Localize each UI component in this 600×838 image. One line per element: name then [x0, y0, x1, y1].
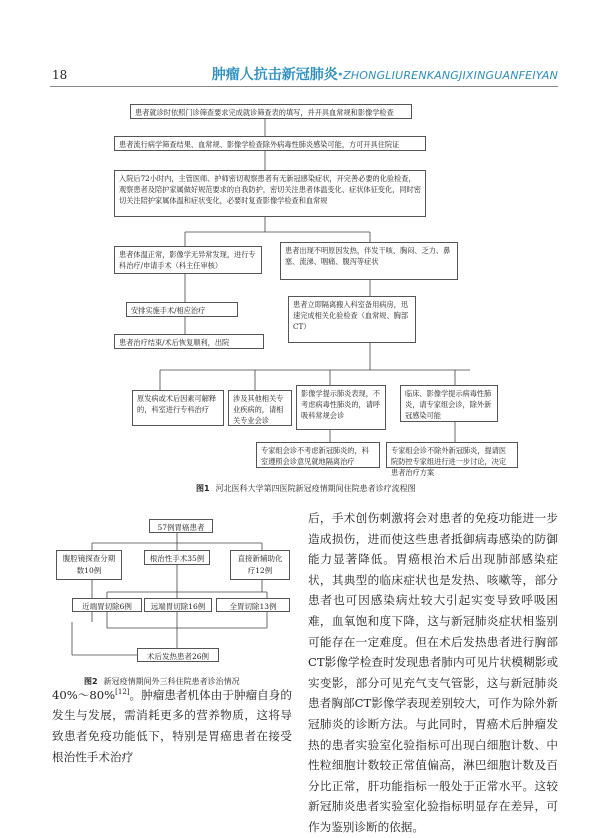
flow-box-hospital-experts: 专家组会诊不除外新冠肺炎，提请医院防控专家组进行进一步讨论，决定患者治疗方案 — [386, 442, 518, 468]
flow-box-admission-clearance: 患者流行病学筛查结果、血常规、影像学检查除外病毒性肺炎感染可能，方可开具住院证 — [114, 136, 426, 151]
left-col-percent: 40%～80% — [52, 687, 116, 702]
page-number: 18 — [52, 68, 68, 82]
body-text-right-column: 后，手术创伤刺激将会对患者的免疫功能进一步造成损伤，进而使这些患者抵御病毒感染的防御能力显著降低。胃癌根治术后出现肺部感染症状，其典型的临床症状也是发热、咳嗽等，部分患者也可因感染病灶较大引起实变导致呼吸困难，血氧饱和度下降，这与新冠肺炎症状相鉴别可能存在一定难度。但在术后发热患者进行胸部CT影像学检查时发现患者肺内可见片状模糊影或实变影，部分可见充气支气管影，这与新冠肺炎患者胸部CT影像学表现差别较大，可作为除外新冠肺炎的诊断方法。与此同时，胃癌术后肿瘤发热的患者实验室化验指标可出现白细胞计数、中性粒细胞计数较正常值偏高，淋巴细胞计数及百分比正常，肝功能指标一般处于正常水平。这较新冠肺炎患者实验室化验指标明显存在差异，可作为鉴别诊断的依据。 — [308, 511, 558, 834]
fig2-box-proximal: 近端胃切除6例 — [72, 598, 142, 612]
journal-latin: ZHONGLIURENKANGJIXINGUANFEIYAN — [343, 69, 558, 82]
fig2-box-neoadjuvant: 直接新辅助化疗12例 — [230, 550, 290, 580]
flow-box-observation-72h: 入院后72小时内，主管医师、护师密切观察患者有无新冠感染症状，开完善必要的化验检查，观察患者及陪护家属做好规范要求的自我防护，密切关注患者体温变化、症状体征变化，同时密切关注陪护家属体温和症状变化，必要时复查影像学检查和血常规 — [114, 170, 426, 217]
figure2-caption-label: 图2 — [84, 677, 98, 686]
figure2-connectors — [52, 510, 292, 670]
flow-box-respiratory-consult: 影像学提示肺炎表现，不考虑病毒性肺炎的，请呼吸科常规会诊 — [296, 385, 386, 430]
flow-box-expert-consult: 临床、影像学提示病毒性肺炎，请专家组会诊，除外新冠感染可能 — [400, 385, 498, 422]
flow-box-other-consult: 涉及其他相关专业疾病的，请相关专业会诊 — [228, 390, 292, 426]
figure1-flowchart — [110, 100, 530, 478]
flow-box-normal-temperature: 患者体温正常，影像学无异常发现，进行专科治疗/申请手术（科主任审核） — [114, 246, 262, 274]
fig2-box-postop-fever: 术后发热患者26例 — [137, 648, 219, 662]
fig2-box-radical-surgery: 根治性手术35例 — [144, 550, 210, 565]
running-head — [212, 64, 558, 84]
flow-box-specialty-treatment: 原发病或术后因素可解释的，科室进行专科治疗 — [132, 390, 224, 426]
fig2-box-distal: 远端胃切除16例 — [144, 598, 212, 612]
left-col-text: 。肿瘤患者机体由于肿瘤自身的发生与发展，需消耗更多的营养物质，这将导致患者免疫功能低下，特别是胃癌患者在接受根治性手术治疗 — [52, 687, 292, 764]
header-rule — [50, 86, 558, 87]
flow-box-surgery: 安排实施手术/相应治疗 — [126, 302, 238, 317]
body-text-left-column — [52, 682, 292, 767]
flow-box-local-isolation: 专家组会诊不考虑新冠肺炎的，科室遵照会诊意见就地隔离治疗 — [256, 442, 380, 468]
fig2-box-total-gastrectomy: 全胃切除13例 — [216, 598, 290, 612]
journal-title: 肿瘤人抗击新冠肺炎· — [211, 67, 344, 83]
citation-ref: [12] — [115, 688, 130, 696]
figure1-caption-label: 图1 — [196, 484, 210, 493]
fig2-box-laparoscopy: 腹腔镜探查分期数10例 — [56, 550, 122, 580]
flow-box-discharge: 患者治疗结束/术后恢复顺利，出院 — [114, 334, 264, 349]
flow-box-fever-symptoms: 患者出现不明原因发热，伴发干咳、胸闷、乏力、鼻塞、流涕、咽痛、腹泻等症状 — [280, 242, 458, 280]
figure1-caption-text: 河北医科大学第四医院新冠疫情期间住院患者诊疗流程图 — [215, 484, 416, 493]
flow-box-isolation: 患者立即隔离搬入科室备用病房，迅速完成相关化验检查（血常规、胸部CT） — [288, 296, 416, 343]
figure1-caption — [196, 483, 416, 494]
figure2-caption-text: 新冠疫情期间外三科住院患者诊治情况 — [103, 677, 240, 686]
flow-box-screening: 患者就诊时依照门诊筛查要求完成就诊筛查表的填写，并开具血常规和影像学检查 — [130, 104, 412, 119]
figure2-flowchart — [52, 510, 292, 670]
fig2-box-total: 57例胃癌患者 — [149, 519, 213, 533]
